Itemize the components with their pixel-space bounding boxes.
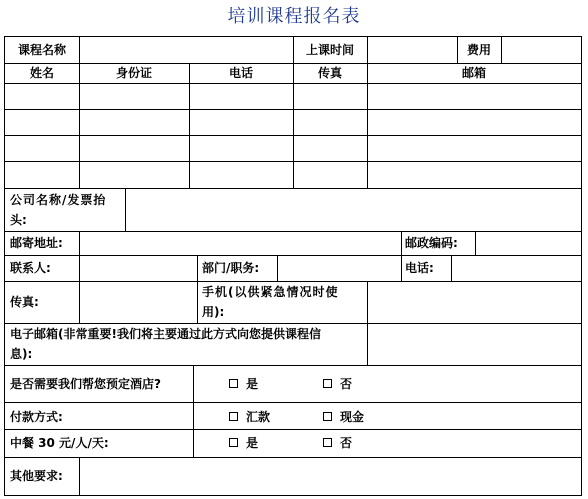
other-requirements-field[interactable] (80, 458, 581, 495)
phone-label: 电话: (405, 261, 434, 275)
company-label-line2: 头: (10, 213, 27, 227)
fax-field[interactable] (80, 282, 197, 323)
participant-row[interactable] (5, 110, 581, 135)
participant-row[interactable] (5, 136, 581, 161)
department-label: 部门/职务: (202, 261, 260, 275)
header-id-card: 身份证 (115, 66, 152, 80)
payment-method-label: 付款方式: (10, 410, 63, 424)
email-label-line2: 息): (10, 347, 33, 361)
department-field[interactable] (278, 256, 401, 281)
lunch-yes-option[interactable]: 是 (229, 436, 258, 450)
header-email: 邮箱 (461, 66, 486, 80)
course-name-field[interactable] (80, 37, 293, 63)
class-time-field[interactable] (368, 37, 457, 63)
hotel-yes-option[interactable]: 是 (229, 377, 258, 391)
header-phone: 电话 (228, 66, 253, 80)
mailing-address-label: 邮寄地址: (10, 236, 63, 250)
payment-cash-option[interactable]: 现金 (323, 410, 364, 424)
mobile-field[interactable] (368, 282, 581, 323)
payment-remit-option[interactable]: 汇款 (229, 410, 270, 424)
mailing-address-field[interactable] (80, 232, 401, 255)
form-title: 培训课程报名表 (227, 6, 361, 27)
header-fax: 传真 (317, 66, 342, 80)
hotel-no-option[interactable]: 否 (323, 377, 352, 391)
checkbox-icon[interactable] (323, 438, 332, 447)
header-name: 姓名 (29, 66, 54, 80)
checkbox-icon[interactable] (323, 379, 332, 388)
fax-label: 传真: (10, 295, 39, 309)
postal-code-label: 邮政编码: (405, 236, 458, 250)
phone-field[interactable] (452, 256, 581, 281)
checkbox-icon[interactable] (229, 412, 238, 421)
lunch-no-option[interactable]: 否 (323, 436, 352, 450)
participant-row[interactable] (5, 162, 581, 188)
hotel-question-label: 是否需要我们帮您预定酒店? (10, 377, 161, 391)
mobile-label-line1: 手机(以供紧急情况时使 (202, 285, 339, 299)
company-field[interactable] (126, 189, 581, 231)
email-field[interactable] (368, 324, 581, 365)
contact-label: 联系人: (10, 261, 51, 275)
registration-form-table (4, 36, 582, 496)
fee-field[interactable] (502, 37, 581, 63)
course-name-label: 课程名称 (17, 43, 66, 57)
email-label-line1: 电子邮箱(非常重要!我们将主要通过此方式向您提供课程信 (10, 327, 321, 341)
mobile-label-line2: 用): (202, 305, 225, 319)
participant-row[interactable] (5, 84, 581, 109)
company-label-line1: 公司名称/发票抬 (10, 193, 107, 207)
fee-label: 费用 (466, 43, 491, 57)
checkbox-icon[interactable] (323, 412, 332, 421)
contact-field[interactable] (80, 256, 197, 281)
checkbox-icon[interactable] (229, 438, 238, 447)
lunch-label: 中餐 30 元/人/天: (10, 436, 109, 450)
postal-code-field[interactable] (476, 232, 581, 255)
other-requirements-label: 其他要求: (10, 469, 63, 483)
checkbox-icon[interactable] (229, 379, 238, 388)
class-time-label: 上课时间 (305, 43, 354, 57)
